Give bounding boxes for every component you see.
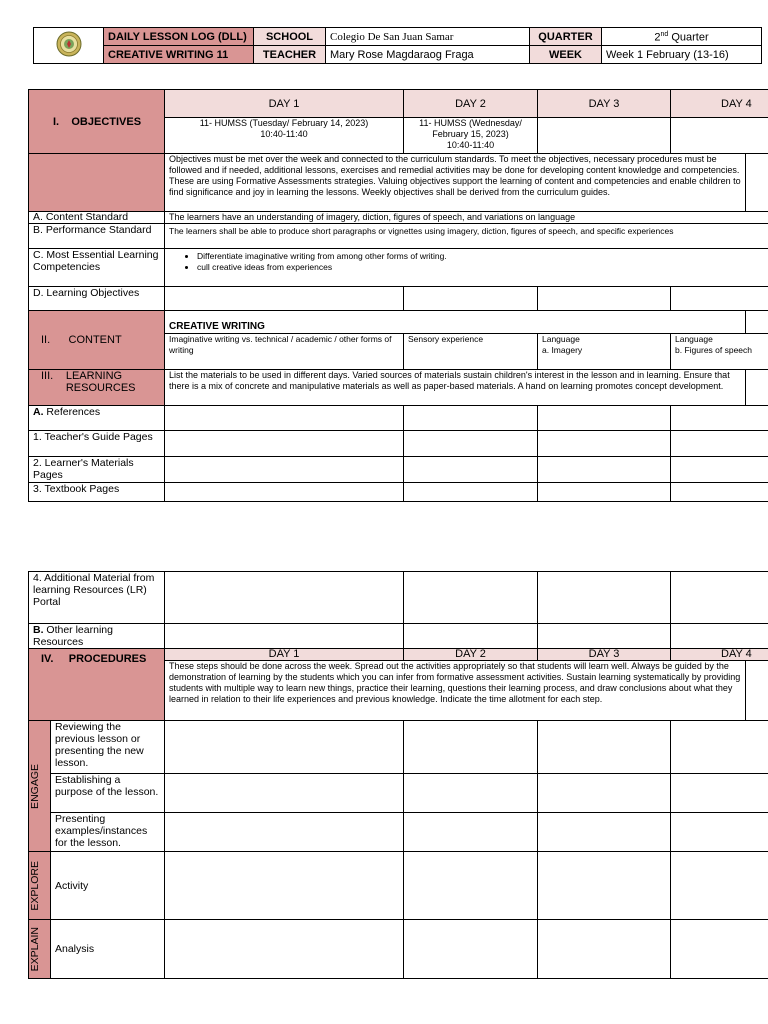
- explore-label: EXPLORE: [29, 860, 41, 911]
- day2-schedule: 11- HUMSS (Wednesday/ February 15, 2023) 10:40-11:40: [404, 118, 538, 154]
- content-standard-label: A. Content Standard: [29, 212, 165, 224]
- learning-objectives-day3: [538, 287, 671, 311]
- competencies-value: [165, 249, 768, 287]
- day4-header: DAY 4: [671, 90, 768, 118]
- explain-day1: [165, 920, 404, 979]
- teacher-value: Mary Rose Magdaraog Fraga: [326, 46, 530, 64]
- objectives-extra: [746, 154, 768, 212]
- day4-schedule: [671, 118, 768, 154]
- content-day3: Language a. Imagery: [538, 334, 671, 370]
- other-resources-day3: [538, 624, 671, 649]
- log-title: DAILY LESSON LOG (DLL): [104, 28, 254, 46]
- engage-purpose-day1: [165, 774, 404, 813]
- resources-description: List the materials to be used in different days. Varied sources of materials sustain children's interest in the lesson and in learning. Ensure that there is a mix of concrete and manipulative materials as well as paper-based materials. A hand on learning promotes concept development.: [165, 370, 746, 406]
- textbook-label: 3. Textbook Pages: [29, 483, 165, 502]
- quarter-label: QUARTER: [530, 28, 602, 46]
- learners-materials-day3: [538, 457, 671, 483]
- additional-materials-day3: [538, 572, 671, 624]
- engage-label-cell: [29, 721, 51, 852]
- explain-analysis-label: Analysis: [51, 920, 165, 979]
- learning-objectives-day1: [165, 287, 404, 311]
- other-resources-day1: [165, 624, 404, 649]
- engage-review-label: Reviewing the previous lesson or presenting the new lesson.: [51, 721, 165, 774]
- learners-materials-day4: [671, 457, 768, 483]
- engage-review-day2: [404, 721, 538, 774]
- additional-materials-day1: [165, 572, 404, 624]
- content-subject: CREATIVE WRITING: [165, 311, 746, 334]
- learners-materials-day2: [404, 457, 538, 483]
- content-extra: [746, 311, 768, 334]
- textbook-day1: [165, 483, 404, 502]
- learners-materials-label: 2. Learner's Materials Pages: [29, 457, 165, 483]
- teachers-guide-day1: [165, 431, 404, 457]
- explain-day2: [404, 920, 538, 979]
- explore-day1: [165, 852, 404, 920]
- week-value: Week 1 February (13-16): [602, 46, 762, 64]
- explore-day2: [404, 852, 538, 920]
- additional-materials-day4: [671, 572, 768, 624]
- explain-label-cell: [29, 920, 51, 979]
- explore-day4: [671, 852, 768, 920]
- school-label: SCHOOL: [254, 28, 326, 46]
- resources-extra: [746, 370, 768, 406]
- objectives-blank: [29, 154, 165, 212]
- engage-purpose-day3: [538, 774, 671, 813]
- other-resources-label: B. Other learning Resources: [29, 624, 165, 649]
- week-label: WEEK: [530, 46, 602, 64]
- teachers-guide-day4: [671, 431, 768, 457]
- proc-day2-header: DAY 2: [404, 649, 538, 661]
- teachers-guide-day2: [404, 431, 538, 457]
- log-subject: CREATIVE WRITING 11: [104, 46, 254, 64]
- engage-review-day1: [165, 721, 404, 774]
- learning-objectives-day4: [671, 287, 768, 311]
- proc-day4-header: DAY 4: [671, 649, 768, 661]
- content-day1: Imaginative writing vs. technical / academic / other forms of writing: [165, 334, 404, 370]
- engage-examples-day4: [671, 813, 768, 852]
- textbook-day2: [404, 483, 538, 502]
- objectives-heading: I. OBJECTIVES: [29, 90, 165, 154]
- other-resources-day4: [671, 624, 768, 649]
- engage-purpose-day2: [404, 774, 538, 813]
- engage-label: ENGAGE: [29, 763, 41, 809]
- content-day2: Sensory experience: [404, 334, 538, 370]
- engage-examples-label: Presenting examples/instances for the lesson.: [51, 813, 165, 852]
- header-table: [33, 27, 762, 64]
- engage-purpose-day4: [671, 774, 768, 813]
- day1-schedule: 11- HUMSS (Tuesday/ February 14, 2023) 10:40-11:40: [165, 118, 404, 154]
- other-resources-day2: [404, 624, 538, 649]
- additional-materials-day2: [404, 572, 538, 624]
- objectives-description: Objectives must be met over the week and connected to the curriculum standards. To meet the objectives, necessary procedures must be followed and if needed, additional lessons, exercises and remedial activities may be done for developing content knowledge and competencies. These are using Formative Assessments strategies. Valuing objectives support the learning of content and competencies and enable children to find significance and joy in learning the lessons. Weekly objectives shall be derived from the curriculum guides.: [165, 154, 746, 212]
- competency-item: • cull creative ideas from experiences: [197, 262, 768, 273]
- day2-header: DAY 2: [404, 90, 538, 118]
- procedures-table: [28, 571, 768, 979]
- quarter-value: 2nd Quarter: [602, 28, 762, 46]
- day1-header: DAY 1: [165, 90, 404, 118]
- engage-review-day4: [671, 721, 768, 774]
- performance-standard-label: B. Performance Standard: [29, 224, 165, 249]
- school-seal-cell: [34, 28, 104, 64]
- engage-review-day3: [538, 721, 671, 774]
- objectives-table: [28, 89, 768, 502]
- proc-day3-header: DAY 3: [538, 649, 671, 661]
- teacher-label: TEACHER: [254, 46, 326, 64]
- day3-schedule: [538, 118, 671, 154]
- competencies-list: [169, 251, 768, 273]
- school-seal-icon: [56, 31, 82, 57]
- procedures-extra: [746, 661, 768, 721]
- day3-header: DAY 3: [538, 90, 671, 118]
- engage-purpose-label: Establishing a purpose of the lesson.: [51, 774, 165, 813]
- references-day1: [165, 406, 404, 431]
- references-day3: [538, 406, 671, 431]
- references-day2: [404, 406, 538, 431]
- content-standard-value: The learners have an understanding of imagery, diction, figures of speech, and variations on language: [165, 212, 768, 224]
- engage-examples-day2: [404, 813, 538, 852]
- explain-day4: [671, 920, 768, 979]
- content-day4: Language b. Figures of speech: [671, 334, 768, 370]
- teachers-guide-day3: [538, 431, 671, 457]
- competencies-label: C. Most Essential Learning Competencies: [29, 249, 165, 287]
- competency-item: • Differentiate imaginative writing from among other forms of writing.: [197, 251, 768, 262]
- explain-day3: [538, 920, 671, 979]
- learners-materials-day1: [165, 457, 404, 483]
- procedures-heading: IV. PROCEDURES: [29, 649, 165, 721]
- resources-heading: III. LEARNING RESOURCES: [29, 370, 165, 406]
- additional-materials-label: 4. Additional Material from learning Resources (LR) Portal: [29, 572, 165, 624]
- explore-day3: [538, 852, 671, 920]
- teachers-guide-label: 1. Teacher's Guide Pages: [29, 431, 165, 457]
- textbook-day3: [538, 483, 671, 502]
- school-value: Colegio De San Juan Samar: [326, 28, 530, 46]
- references-day4: [671, 406, 768, 431]
- procedures-description: These steps should be done across the week. Spread out the activities appropriately so that students will learn well. Always be guided by the demonstration of learning by the students which you can infer from formative assessment activities. Sustain learning systematically by providing students with multiple way to learn new things, practice their learning, questions their learning process, and draw conclusions about what they learned in relation to their life experiences and previous knowledge. Indicate the time allotment for each step.: [165, 661, 746, 721]
- explore-label-cell: [29, 852, 51, 920]
- content-heading: II. CONTENT: [29, 311, 165, 370]
- textbook-day4: [671, 483, 768, 502]
- proc-day1-header: DAY 1: [165, 649, 404, 661]
- explain-label: EXPLAIN: [29, 926, 41, 972]
- performance-standard-value: The learners shall be able to produce short paragraphs or vignettes using imagery, diction, figures of speech, and specific experiences: [165, 224, 768, 249]
- learning-objectives-day2: [404, 287, 538, 311]
- engage-examples-day3: [538, 813, 671, 852]
- explore-activity-label: Activity: [51, 852, 165, 920]
- engage-examples-day1: [165, 813, 404, 852]
- learning-objectives-label: D. Learning Objectives: [29, 287, 165, 311]
- references-label: A. References: [29, 406, 165, 431]
